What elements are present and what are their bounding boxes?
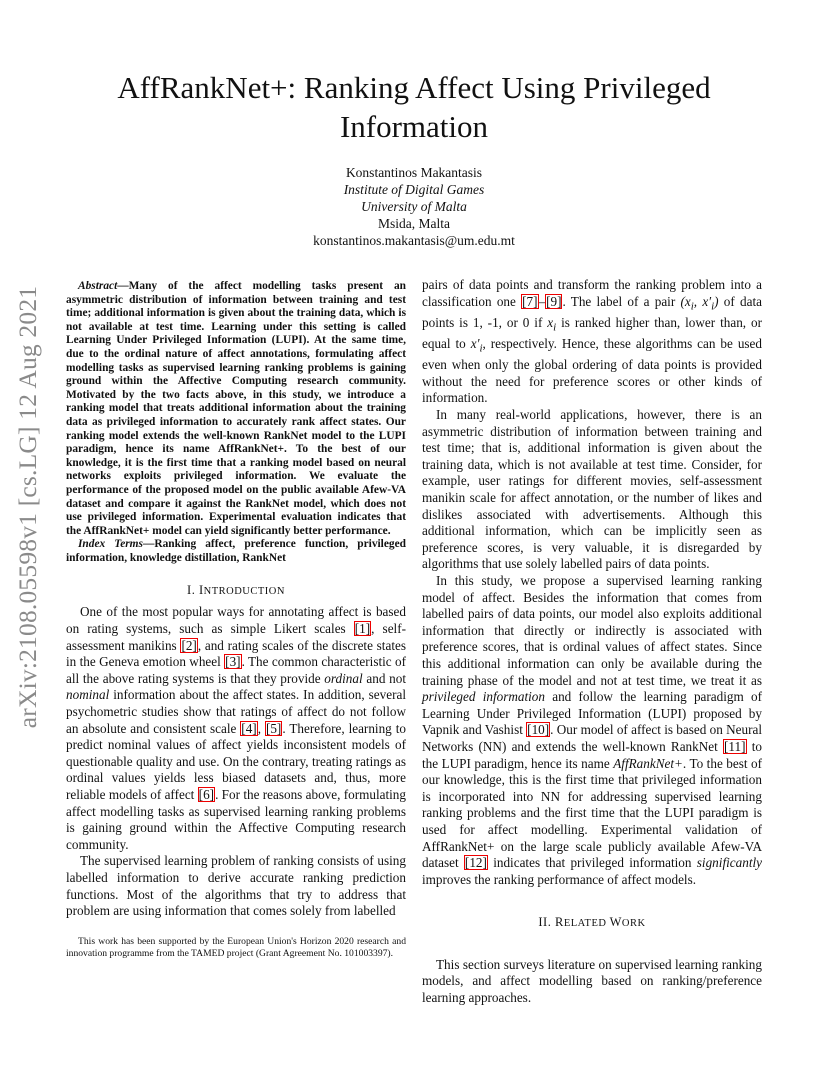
citation-link[interactable]: [10] bbox=[527, 722, 550, 738]
right-paragraph-3: In this study, we propose a supervised learning ranking model of affect. Besides the information that comes from labelled pairs of data points, our model also exploits additional information that directly or indirectly is associated with preference scores, that is ordinal values of affect states. Since this additional information can only be available during the training phase of the model and not at test time, we treat it as privileged information and follow the learning paradigm of Learning Under Privileged Information (LUPI) proposed by Vapnik and Vashist [10]. Our model of affect is based on Neural Networks (NN) and extends the well-known RankNet [11] to the LUPI paradigm, hence its name AffRankNet+. To the best of our knowledge, this is the first time that privileged information is incorporated into NN for addressing supervised learning ranking problems and the first time that the LUPI paradigm is used for affect modelling. Experimental validation of AffRankNet+ on the large scale publicly available Afew-VA dataset [12] indicates that privileged information significantly improves the ranking performance of affect models. bbox=[422, 573, 762, 887]
section-heading-related-work: II. RELATED WORK bbox=[538, 915, 646, 930]
left-column bbox=[66, 280, 406, 920]
location: Msida, Malta bbox=[378, 216, 450, 231]
paper-title bbox=[0, 68, 828, 146]
citation-link[interactable]: [4] bbox=[241, 720, 257, 736]
related-work-paragraph: This section surveys literature on supervised learning ranking models, and affect modelling based on ranking/preference learning approaches. bbox=[422, 956, 762, 1006]
author-name: Konstantinos Makantasis bbox=[345, 165, 483, 180]
index-terms-text: —Ranking affect, preference function, privileged information, knowledge distillation, RankNet bbox=[66, 538, 406, 564]
title-line-2: Information bbox=[339, 109, 489, 144]
affiliation-2: University of Malta bbox=[361, 199, 467, 214]
section-heading-introduction: I. INTRODUCTION bbox=[187, 583, 285, 598]
affiliation-1: Institute of Digital Games bbox=[343, 182, 485, 197]
citation-link[interactable]: [5] bbox=[265, 720, 282, 736]
citation-link[interactable]: [1] bbox=[354, 621, 371, 637]
abstract-label: Abstract bbox=[78, 280, 118, 292]
right-paragraph-1: pairs of data points and transform the ranking problem into a classification one [7]–[9]. The label of a pair ($x_i$, $x'_i$) of data points is 1, -1, or 0 if $x_i$ is ranked higher than, lower than, or equal to $x'_i$, respectively. Hence, these algorithms can be used even when only the global ordering of data points is provided without the need for preference scores or other kinds of information. bbox=[422, 277, 762, 406]
citation-link[interactable]: [9] bbox=[546, 293, 562, 309]
right-column bbox=[422, 277, 762, 1007]
abstract bbox=[66, 280, 406, 565]
citation-link[interactable]: [2] bbox=[181, 637, 197, 653]
funding-footnote: This work has been supported by the European Union's Horizon 2020 research and innovation programme from the TAMED project (Grant Agreement No. 101003397). bbox=[66, 936, 406, 959]
citation-link[interactable]: [11] bbox=[724, 738, 746, 754]
abstract-text: —Many of the affect modelling tasks present an asymmetric distribution of information between training and test time; additional information is given about the training data, which is not available at test time. Learning under this setting is called Learning Under Privileged Information (LUPI). At the same time, due to the ordinal nature of affect annotations, formulating affect modelling tasks as supervised learning ranking problems is gaining ground within the Affective Computing research community. Motivated by the two facts above, in this study, we introduce a ranking model that treats additional information about the training data as privileged information to accurately rank affect states. Our ranking model extends the well-known RankNet model to the LUPI paradigm, hence its name AffRankNet+. To the best of our knowledge, it is the first time that a ranking model based on neural networks exploits privileged information. We evaluate the performance of the proposed model on the public available Afew-VA dataset and compare it against the RankNet model, which does not use privileged information. Experimental evaluation indicates that the AffRankNet+ model can yield significantly better performance. bbox=[66, 280, 406, 537]
citation-link[interactable]: [3] bbox=[225, 654, 241, 670]
intro-paragraph-1: One of the most popular ways for annotating affect is based on rating systems, such as simple Likert scales [1], self-assessment manikins [2], and rating scales of the discrete states in the Geneva emotion wheel [3]. The common characteristic of all the above rating systems is that they provide ordinal and not nominal information about the affect states. In addition, several psychometric studies show that ratings of affect do not follow an absolute and consistent scale [4], [5]. Therefore, learning to predict nominal values of affect yields inconsistent models of questionable quality and use. On the contrary, treating ratings as ordinal values yields less biased datasets and, thus, more reliable models of affect [6]. For the reasons above, formulating affect modelling tasks as supervised learning ranking problems is gaining ground within the Affective Computing research community. bbox=[66, 604, 406, 852]
citation-link[interactable]: [6] bbox=[198, 787, 215, 802]
introduction-body bbox=[66, 604, 406, 919]
citation-link[interactable]: [12] bbox=[464, 855, 487, 871]
citation-link[interactable]: [7] bbox=[522, 293, 538, 309]
title-line-1: AffRankNet+: Ranking Affect Using Privileged bbox=[117, 70, 711, 105]
right-paragraph-2: In many real-world applications, however, there is an asymmetric distribution of information between training and test time; that is, additional information is given about the training data, which is not available at test time. Consider, for example, user ratings for different movies, self-assessment manikin scale for affect annotation, or the number of likes and dislikes associated with advertisements. Although this additional information, which can be implicitly seen as preference scores, is very valuable, it is disregarded by algorithms that use solely labelled pairs of data points. bbox=[422, 407, 762, 572]
author-email: konstantinos.makantasis@um.edu.mt bbox=[313, 233, 515, 248]
intro-paragraph-2: The supervised learning problem of ranking consists of using labelled information to derive accurate ranking prediction functions. Most of the algorithms that try to address that problem are using information that comes solely from labelled bbox=[66, 853, 406, 919]
arxiv-sidebar bbox=[8, 282, 48, 732]
arxiv-identifier: arXiv:2108.05598v1 [cs.LG] 12 Aug 2021 bbox=[13, 285, 42, 729]
index-terms-label: Index Terms bbox=[78, 538, 143, 551]
footnote bbox=[66, 936, 406, 960]
